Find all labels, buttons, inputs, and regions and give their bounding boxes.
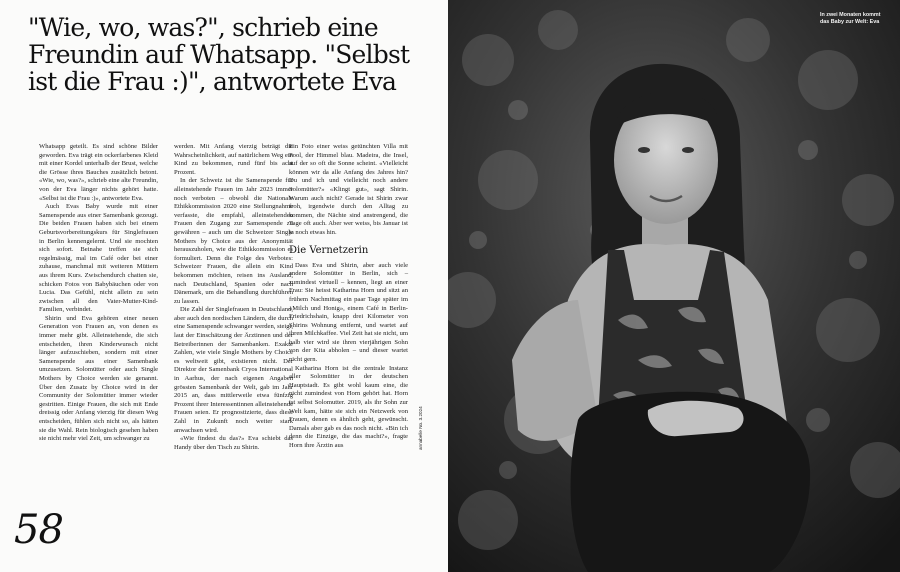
pull-quote: "Wie, wo, was?", schrieb eine Freundin auf Whatsapp. "Selbst ist die Frau :)", antwortete Eva	[28, 13, 410, 96]
paragraph: In der Schweiz ist die Samenspende für alleinstehende Frauen im Jahr 2023 immer noch verboten – obwohl die Nationale Ethikkommission 2020 eine Stellungnahme verfasste, die empfahl, alleinstehenden Frauen den Zugang zur Samenspende zu gewähren – auch um die Schweizer Single Mothers by Choice aus der Anonymität herauszuholen, wie die Ethikkommission es formuliert. Denn die Folge des Verbotes: Schweizer Frauen, die allein ein Kind bekommen möchten, reisen ins Ausland, nach Deutschland, Spanien oder nach Dänemark, um die Behandlung durchführen zu lassen.	[174, 177, 293, 305]
right-page-photo	[448, 0, 900, 572]
paragraph: Dass Eva und Shirin, aber auch viele andere Solomütter in Berlin, sich – zumindest virtuell – kennen, liegt an einer Frau: Sie heisst Katharina Horn und sitzt an frühem Nachmittag ein paar Tage später im «Milch und Honig», einem Café in Berlin-Friedrichshain, knapp drei Kilometer von Shirins Wohnung entfernt, und wartet auf ihren Milchkaffee. Viel Zeit hat sie nicht, um halb vier wird sie ihren vierjährigen Sohn von der Kita abholen – und dieser wartet nicht gern.	[289, 261, 408, 364]
paragraph: Katharina Horn ist die zentrale Instanz aller Solomütter in der deutschen Hauptstadt. Es gibt wohl kaum eine, die nicht zumindest von Horn gehört hat. Horn ist selbst Solomutter. 2019, als ihr Sohn zur Welt kam, hätte sie sich ein Netzwerk von Frauen, denen es ähnlich geht, gewünscht. Damals aber gab es das noch nicht. «Bin ich denn die Einzige, die das macht?», fragte Horn ihre Ärztin aus	[289, 364, 408, 449]
paragraph: werden. Mit Anfang vierzig beträgt die Wahrscheinlichkeit, auf natürlichem Weg ein Kind zu bekommen, rund fünf bis acht Prozent.	[174, 143, 293, 176]
portrait-photo	[448, 0, 900, 572]
text-column-3	[289, 143, 408, 451]
paragraph: «Wie findest du das?» Eva schiebt das Handy über den Tisch zu Shirin.	[174, 435, 293, 451]
paragraph: Ein Foto einer weiss getünchten Villa mit Pool, der Himmel blau. Madeira, die Insel, auf der so oft die Sonne scheint. «Vielleicht können wir da alle Anfang des Jahres hin? Du und ich und vielleicht noch andere Solomütter?» «Klingt gut», sagt Shirin. Warum auch nicht? Gerade ist Shirin zwar froh, irgendwie durch den Alltag zu kommen, die Nächte sind anstrengend, die Tage oft auch. Aber wer weiss, bis Januar ist ja noch etwas hin.	[289, 143, 408, 236]
left-page	[0, 0, 448, 572]
paragraph: Shirin und Eva gehören einer neuen Generation von Frauen an, von denen es immer mehr gibt. Alleinstehende, die sich entscheiden, ihren Kinderwunsch nicht länger aufzuschieben, sondern mit einer Samenspende aus einer Samenbank umzusetzen. Solomütter oder auch Single Mothers by Choice werden sie genannt. Über den Zusatz by Choice wird in der Community der Solomütter immer wieder gestritten. Einige Frauen, die sich mit Ende dreissig oder Anfang vierzig für diesen Weg entscheiden, fühlen sich nicht so, als hätten sie die Wahl. Rein biologisch gesehen haben sie nicht mehr viel Zeit, um schwanger zu	[39, 314, 158, 443]
text-column-2	[174, 143, 293, 452]
section-subheading: Die Vernetzerin	[289, 244, 369, 256]
paragraph: Auch Evas Baby wurde mit einer Samenspende aus einer Samenbank gezeugt. Die beiden Frauen haben sich bei einem Geburtsvorbereitungskurs für Singlefrauen in Berlin kennengelernt. Und sie mochten sich sofort. Beinahe treffen sie sich regelmässig, mal im Café oder bei einer zuhause, manchmal mit weiteren Müttern aus ihrem Kurs. Zwischendurch chatten sie, schicken Fotos von Babybäuchen oder von Lucia. Das Gefühl, nicht allein zu sein zwischen all den Vater-Mutter-Kind-Familien, verbindet.	[39, 203, 158, 314]
text-column-1	[39, 143, 158, 444]
paragraph: Whatsapp geteilt. Es sind schöne Bilder geworden. Eva trägt ein ockerfarbenes Kleid mit einer Kordel unterhalb der Brust, welche die Grösse ihres Bauches zusätzlich betont. «Wie, wo, was?», schrieb eine alte Freundin, von der Eva länger nichts gehört hatte. «Selbst ist die Frau :)», antwortete Eva.	[39, 143, 158, 202]
page-number: 58	[14, 507, 63, 553]
photo-caption: In zwei Monaten kommt das Baby zur Welt: Eva	[820, 12, 881, 25]
paragraph: Die Zahl der Singlefrauen in Deutschland, aber auch den nordischen Ländern, die durch eine Samenspende schwanger werden, steigt, laut der Einschätzung der Ärztinnen und der Betreiberinnen der Samenbanken. Exakte Zahlen, wie viele Single Mothers by Choice es weltweit gibt, existieren nicht. Der Direktor der Samenbank Cryos International in Aarhus, der nach eigenen Angaben grössten Samenbank der Welt, gab im Jahr 2015 an, dass mittlerweile etwa fünfzig Prozent ihrer Interessentinnen alleinstehende Frauen seien. Er prognostizierte, dass diese Zahl in Zukunft noch weiter stark anwachsen wird.	[174, 306, 294, 434]
folio-line: annabelle No. 3.2024	[418, 406, 423, 450]
